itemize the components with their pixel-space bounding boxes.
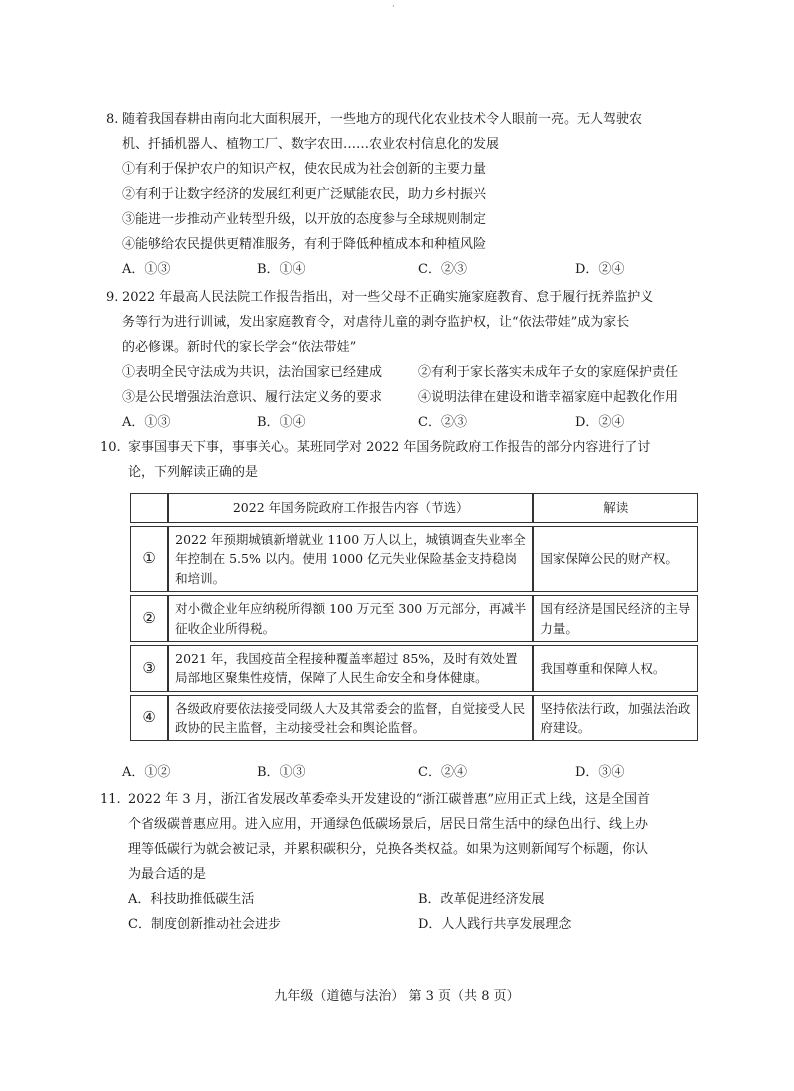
statement-item: ④说明法律在建设和谐幸福家庭中起教化作用 xyxy=(418,390,679,405)
row-id: ① xyxy=(130,526,168,592)
answer-option-c[interactable]: C．②④ xyxy=(418,765,467,780)
table-row xyxy=(130,595,698,642)
answer-option-c[interactable]: C．②③ xyxy=(418,262,467,277)
answer-option-b[interactable]: B．①④ xyxy=(257,262,306,277)
question-number: 9. xyxy=(106,290,119,305)
row-id: ④ xyxy=(130,695,168,742)
row-reading: 国家保障公民的财产权。 xyxy=(533,526,698,592)
answer-option-d[interactable]: D．②④ xyxy=(575,262,625,277)
answer-option-a[interactable]: A．①② xyxy=(122,765,171,780)
question-stem-line: 论，下列解读正确的是 xyxy=(128,465,259,480)
statement-item: ③是公民增强法治意识、履行法定义务的要求 xyxy=(122,390,383,405)
table-header-row xyxy=(130,493,698,523)
row-content: 2021 年，我国疫苗全程接种覆盖率超过 85%，及时有效处置局部地区聚集性疫情，保障了人民生命安全和身体健康。 xyxy=(168,645,533,692)
table-header-cell: 解读 xyxy=(533,493,698,523)
question-stem-line: 务等行为进行训诫，发出家庭教育令，对虐待儿童的剥夺监护权，让“依法带娃”成为家长 xyxy=(122,315,630,330)
answer-option-c[interactable]: C．制度创新推动社会进步 xyxy=(128,917,281,932)
question-stem-line: 2022 年 3 月，浙江省发展改革委牵头开发建设的“浙江碳普惠”应用正式上线，这是全国首 xyxy=(128,792,651,807)
question-number: 8. xyxy=(106,112,119,127)
question-stem-line: 为最合适的是 xyxy=(128,867,207,882)
row-reading: 国有经济是国民经济的主导力量。 xyxy=(533,595,698,642)
row-content: 对小微企业年应纳税所得额 100 万元至 300 万元部分，再减半征收企业所得税。 xyxy=(168,595,533,642)
table-row xyxy=(130,526,698,592)
question-stem-line: 个省级碳普惠应用。进入应用，开通绿色低碳场景后，居民日常生活中的绿色出行、线上办 xyxy=(128,817,649,832)
page-footer: 九年级（道德与法治） 第 3 页（共 8 页） xyxy=(274,989,520,1004)
page-top-mark: · xyxy=(392,2,395,12)
answer-option-a[interactable]: A．①③ xyxy=(122,415,171,430)
question-stem-line: 2022 年最高人民法院工作报告指出，对一些父母不正确实施家庭教育、怠于履行抚养监护义 xyxy=(122,290,654,305)
answer-option-a[interactable]: A．①③ xyxy=(122,262,171,277)
statement-item: ③能进一步推动产业转型升级，以开放的态度参与全球规则制定 xyxy=(122,212,487,227)
row-reading: 我国尊重和保障人权。 xyxy=(533,645,698,692)
answer-option-a[interactable]: A．科技助推低碳生活 xyxy=(128,892,255,907)
question-number: 10. xyxy=(100,440,121,455)
answer-option-b[interactable]: B．①④ xyxy=(257,415,306,430)
table-row xyxy=(130,695,698,742)
table-row xyxy=(130,645,698,692)
statement-item: ②有利于让数字经济的发展红利更广泛赋能农民，助力乡村振兴 xyxy=(122,187,487,202)
answer-option-b[interactable]: B．改革促进经济发展 xyxy=(418,892,545,907)
question-stem-line: 随着我国春耕由南向北大面积展开，一些地方的现代化农业技术令人眼前一亮。无人驾驶农 xyxy=(122,112,643,127)
statement-item: ②有利于家长落实未成年子女的家庭保护责任 xyxy=(418,365,679,380)
row-reading: 坚持依法行政，加强法治政府建设。 xyxy=(533,695,698,742)
question-stem-line: 理等低碳行为就会被记录，并累积碳积分，兑换各类权益。如果为这则新闻写个标题，你认 xyxy=(128,842,649,857)
question-stem-line: 的必修课。新时代的家长学会“依法带娃” xyxy=(122,340,357,355)
table-header-cell: 2022 年国务院政府工作报告内容（节选） xyxy=(168,493,533,523)
report-table xyxy=(130,490,698,744)
row-content: 各级政府要依法接受同级人大及其常委会的监督，自觉接受人民政协的民主监督，主动接受社会和舆论监督。 xyxy=(168,695,533,742)
answer-option-b[interactable]: B．①③ xyxy=(257,765,306,780)
question-number: 11. xyxy=(100,792,121,807)
statement-item: ①表明全民守法成为共识，法治国家已经建成 xyxy=(122,365,383,380)
row-content: 2022 年预期城镇新增就业 1100 万人以上，城镇调查失业率全年控制在 5.5% 以内。使用 1000 亿元失业保险基金支持稳岗和培训。 xyxy=(168,526,533,592)
statement-item: ④能够给农民提供更精准服务，有利于降低种植成本和种植风险 xyxy=(122,237,487,252)
table-header-cell xyxy=(130,493,168,523)
answer-option-d[interactable]: D．②④ xyxy=(575,415,625,430)
answer-option-c[interactable]: C．②③ xyxy=(418,415,467,430)
row-id: ② xyxy=(130,595,168,642)
row-id: ③ xyxy=(130,645,168,692)
answer-option-d[interactable]: D．人人践行共享发展理念 xyxy=(418,917,572,932)
answer-option-d[interactable]: D．③④ xyxy=(575,765,625,780)
question-stem-line: 机、扦插机器人、植物工厂、数字农田……农业农村信息化的发展 xyxy=(122,137,500,152)
question-stem-line: 家事国事天下事，事事关心。某班同学对 2022 年国务院政府工作报告的部分内容进行了讨 xyxy=(128,440,651,455)
statement-item: ①有利于保护农户的知识产权，使农民成为社会创新的主要力量 xyxy=(122,162,487,177)
